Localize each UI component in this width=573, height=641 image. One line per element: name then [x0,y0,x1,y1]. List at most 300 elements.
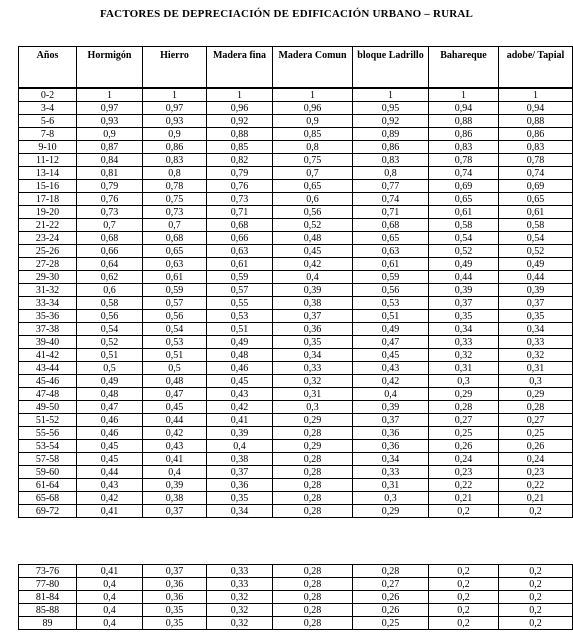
cell-factor: 0,34 [499,323,573,336]
document-title: FACTORES DE DEPRECIACIÓN DE EDIFICACIÓN URBANO – RURAL [99,8,474,20]
cell-factor: 0,31 [499,362,573,375]
cell-factor: 0,4 [207,440,273,453]
cell-factor: 0,66 [207,232,273,245]
cell-factor: 1 [77,88,143,102]
cell-years: 51-52 [19,414,77,427]
cell-factor: 0,28 [273,492,353,505]
cell-factor: 0,27 [353,578,429,591]
table-row [19,440,573,453]
cell-factor: 0,77 [353,180,429,193]
cell-years: 81-84 [19,591,77,604]
cell-factor: 0,83 [429,141,499,154]
table-row [19,505,573,518]
cell-years: 49-50 [19,401,77,414]
cell-factor: 0,58 [499,219,573,232]
cell-factor: 0,97 [143,102,207,115]
cell-factor: 0,32 [429,349,499,362]
cell-factor: 0,33 [499,336,573,349]
cell-factor: 0,73 [143,206,207,219]
cell-years: 27-28 [19,258,77,271]
cell-factor: 0,86 [429,128,499,141]
cell-years: 9-10 [19,141,77,154]
cell-factor: 0,28 [273,617,353,630]
table-row [19,245,573,258]
cell-factor: 0,3 [499,375,573,388]
table-row [19,375,573,388]
table-row [19,492,573,505]
cell-factor: 0,88 [499,115,573,128]
cell-factor: 0,6 [273,193,353,206]
cell-factor: 0,85 [207,141,273,154]
cell-factor: 0,59 [353,271,429,284]
cell-factor: 0,34 [429,323,499,336]
cell-factor: 0,42 [353,375,429,388]
cell-factor: 0,33 [429,336,499,349]
cell-factor: 0,51 [207,323,273,336]
cell-factor: 0,61 [353,258,429,271]
cell-factor: 0,56 [273,206,353,219]
cell-years: 37-38 [19,323,77,336]
cell-factor: 0,2 [499,617,573,630]
cell-factor: 0,95 [353,102,429,115]
cell-factor: 0,28 [429,401,499,414]
table-row [19,206,573,219]
cell-years: 43-44 [19,362,77,375]
cell-factor: 0,37 [429,297,499,310]
cell-factor: 0,28 [273,505,353,518]
cell-factor: 0,96 [207,102,273,115]
cell-factor: 0,36 [353,427,429,440]
cell-factor: 0,36 [143,591,207,604]
table-row [19,604,573,617]
cell-factor: 0,47 [353,336,429,349]
cell-factor: 0,42 [273,258,353,271]
cell-years: 35-36 [19,310,77,323]
cell-factor: 0,42 [77,492,143,505]
cell-factor: 0,48 [77,388,143,401]
cell-factor: 0,28 [353,565,429,578]
cell-factor: 0,61 [499,206,573,219]
cell-factor: 0,79 [207,167,273,180]
cell-years: 53-54 [19,440,77,453]
header-madera-fina: Madera fina [207,47,273,89]
cell-factor: 0,53 [143,336,207,349]
cell-factor: 0,2 [429,578,499,591]
cell-factor: 0,89 [353,128,429,141]
cell-factor: 0,52 [77,336,143,349]
cell-factor: 1 [273,88,353,102]
cell-factor: 0,24 [429,453,499,466]
cell-factor: 0,66 [77,245,143,258]
cell-years: 11-12 [19,154,77,167]
cell-factor: 0,2 [429,604,499,617]
depreciation-table-continued [18,564,573,630]
cell-years: 47-48 [19,388,77,401]
cell-factor: 0,54 [499,232,573,245]
cell-years: 59-60 [19,466,77,479]
cell-factor: 0,36 [353,440,429,453]
cell-factor: 0,92 [207,115,273,128]
cell-factor: 0,9 [77,128,143,141]
cell-factor: 0,38 [207,453,273,466]
cell-factor: 0,59 [143,284,207,297]
cell-factor: 0,93 [77,115,143,128]
cell-factor: 0,46 [207,362,273,375]
cell-factor: 0,8 [143,167,207,180]
header-bahareque: Bahareque [429,47,499,89]
cell-factor: 0,92 [353,115,429,128]
cell-factor: 0,71 [353,206,429,219]
table-row [19,284,573,297]
cell-factor: 0,27 [499,414,573,427]
cell-factor: 0,54 [143,323,207,336]
cell-factor: 0,48 [207,349,273,362]
cell-factor: 0,63 [353,245,429,258]
cell-factor: 0,28 [273,591,353,604]
table-row [19,141,573,154]
cell-factor: 0,28 [273,479,353,492]
cell-factor: 0,36 [143,578,207,591]
depreciation-table [18,46,573,518]
cell-factor: 0,41 [143,453,207,466]
cell-factor: 0,64 [77,258,143,271]
table-row [19,414,573,427]
cell-factor: 0,34 [273,349,353,362]
cell-factor: 0,23 [499,466,573,479]
cell-factor: 0,29 [353,505,429,518]
cell-factor: 0,4 [353,388,429,401]
cell-factor: 0,22 [429,479,499,492]
table-row [19,258,573,271]
cell-factor: 0,4 [77,617,143,630]
cell-factor: 0,65 [353,232,429,245]
cell-factor: 0,32 [207,591,273,604]
cell-factor: 0,2 [499,578,573,591]
cell-years: 45-46 [19,375,77,388]
header-hormigon: Hormigón [77,47,143,89]
cell-factor: 1 [143,88,207,102]
cell-factor: 0,68 [77,232,143,245]
cell-factor: 0,65 [499,193,573,206]
cell-factor: 0,86 [499,128,573,141]
cell-factor: 0,34 [353,453,429,466]
cell-factor: 0,49 [429,258,499,271]
header-row [19,47,573,89]
cell-factor: 0,53 [353,297,429,310]
cell-factor: 0,74 [353,193,429,206]
cell-factor: 0,29 [273,440,353,453]
cell-factor: 0,68 [207,219,273,232]
cell-factor: 0,62 [77,271,143,284]
cell-factor: 0,37 [353,414,429,427]
cell-years: 3-4 [19,102,77,115]
table-row [19,193,573,206]
cell-factor: 0,82 [207,154,273,167]
cell-factor: 1 [499,88,573,102]
cell-years: 61-64 [19,479,77,492]
cell-factor: 0,51 [353,310,429,323]
cell-factor: 0,36 [273,323,353,336]
header-hierro: Hierro [143,47,207,89]
cell-factor: 0,35 [273,336,353,349]
cell-factor: 0,45 [77,453,143,466]
cell-factor: 0,8 [353,167,429,180]
cell-factor: 0,32 [273,375,353,388]
cell-factor: 0,2 [429,617,499,630]
cell-factor: 0,46 [77,427,143,440]
cell-factor: 0,36 [207,479,273,492]
cell-factor: 0,86 [353,141,429,154]
cell-factor: 0,93 [143,115,207,128]
cell-factor: 0,28 [273,427,353,440]
cell-factor: 0,78 [143,180,207,193]
cell-factor: 0,39 [207,427,273,440]
table-row [19,401,573,414]
cell-factor: 0,52 [499,245,573,258]
table-row [19,453,573,466]
cell-factor: 0,68 [353,219,429,232]
cell-factor: 0,78 [499,154,573,167]
cell-factor: 0,33 [353,466,429,479]
table-row [19,617,573,630]
cell-factor: 0,56 [143,310,207,323]
table-row [19,336,573,349]
cell-factor: 0,84 [77,154,143,167]
cell-years: 21-22 [19,219,77,232]
cell-years: 85-88 [19,604,77,617]
cell-years: 57-58 [19,453,77,466]
cell-years: 65-68 [19,492,77,505]
table-row [19,115,573,128]
table-row [19,180,573,193]
cell-factor: 0,23 [429,466,499,479]
cell-factor: 0,54 [77,323,143,336]
cell-factor: 0,56 [77,310,143,323]
header-adobe-tapial: adobe/ Tapial [499,47,573,89]
cell-factor: 0,28 [273,578,353,591]
cell-factor: 0,39 [273,284,353,297]
cell-factor: 0,49 [77,375,143,388]
cell-factor: 0,25 [499,427,573,440]
cell-factor: 0,55 [207,297,273,310]
cell-factor: 0,69 [499,180,573,193]
cell-factor: 0,63 [207,245,273,258]
cell-factor: 0,85 [273,128,353,141]
table-row [19,219,573,232]
cell-factor: 0,37 [207,466,273,479]
cell-factor: 0,83 [499,141,573,154]
cell-factor: 0,75 [273,154,353,167]
cell-years: 0-2 [19,88,77,102]
cell-years: 69-72 [19,505,77,518]
cell-factor: 0,44 [143,414,207,427]
cell-factor: 0,49 [499,258,573,271]
cell-years: 7-8 [19,128,77,141]
cell-factor: 0,74 [499,167,573,180]
cell-factor: 0,45 [77,440,143,453]
cell-factor: 0,52 [273,219,353,232]
cell-factor: 0,25 [353,617,429,630]
cell-years: 17-18 [19,193,77,206]
table-row [19,323,573,336]
cell-factor: 0,33 [273,362,353,375]
cell-factor: 0,6 [77,284,143,297]
cell-factor: 0,42 [143,427,207,440]
cell-factor: 0,75 [143,193,207,206]
cell-factor: 0,65 [143,245,207,258]
cell-factor: 0,88 [429,115,499,128]
cell-factor: 0,59 [207,271,273,284]
cell-factor: 1 [353,88,429,102]
cell-factor: 0,54 [429,232,499,245]
cell-factor: 0,5 [77,362,143,375]
cell-factor: 0,87 [77,141,143,154]
cell-factor: 0,78 [429,154,499,167]
cell-factor: 0,65 [429,193,499,206]
table-row [19,232,573,245]
cell-factor: 0,28 [273,604,353,617]
cell-factor: 0,94 [499,102,573,115]
cell-factor: 0,49 [207,336,273,349]
cell-factor: 0,37 [273,310,353,323]
cell-years: 55-56 [19,427,77,440]
cell-factor: 0,33 [207,565,273,578]
cell-factor: 0,45 [207,375,273,388]
cell-factor: 0,53 [207,310,273,323]
cell-factor: 0,86 [143,141,207,154]
cell-factor: 0,46 [77,414,143,427]
cell-factor: 0,27 [429,414,499,427]
cell-factor: 0,43 [207,388,273,401]
cell-factor: 0,35 [143,617,207,630]
cell-factor: 0,56 [353,284,429,297]
cell-factor: 0,26 [353,591,429,604]
cell-factor: 0,63 [143,258,207,271]
table-row [19,310,573,323]
cell-factor: 0,58 [77,297,143,310]
cell-factor: 0,45 [143,401,207,414]
cell-factor: 0,31 [273,388,353,401]
cell-factor: 0,41 [77,565,143,578]
cell-factor: 0,81 [77,167,143,180]
cell-factor: 0,51 [143,349,207,362]
cell-factor: 0,73 [77,206,143,219]
cell-years: 5-6 [19,115,77,128]
cell-factor: 0,39 [429,284,499,297]
cell-factor: 0,28 [499,401,573,414]
cell-factor: 1 [207,88,273,102]
table-row [19,297,573,310]
cell-factor: 0,43 [353,362,429,375]
cell-factor: 1 [429,88,499,102]
cell-factor: 0,9 [273,115,353,128]
cell-factor: 0,7 [143,219,207,232]
cell-factor: 0,8 [273,141,353,154]
cell-years: 31-32 [19,284,77,297]
cell-factor: 0,2 [429,505,499,518]
cell-factor: 0,37 [499,297,573,310]
cell-factor: 0,94 [429,102,499,115]
cell-factor: 0,73 [207,193,273,206]
table-row [19,565,573,578]
cell-factor: 0,57 [207,284,273,297]
cell-factor: 0,3 [273,401,353,414]
cell-factor: 0,3 [429,375,499,388]
cell-factor: 0,39 [143,479,207,492]
cell-factor: 0,41 [77,505,143,518]
cell-factor: 0,83 [143,154,207,167]
cell-factor: 0,4 [77,604,143,617]
cell-factor: 0,88 [207,128,273,141]
cell-factor: 0,39 [353,401,429,414]
cell-factor: 0,44 [499,271,573,284]
cell-factor: 0,4 [143,466,207,479]
cell-factor: 0,28 [273,453,353,466]
cell-factor: 0,58 [429,219,499,232]
cell-years: 15-16 [19,180,77,193]
cell-factor: 0,65 [273,180,353,193]
cell-factor: 0,32 [207,617,273,630]
cell-years: 89 [19,617,77,630]
table-row [19,591,573,604]
table-row [19,479,573,492]
cell-factor: 0,3 [353,492,429,505]
table-row [19,271,573,284]
cell-factor: 0,2 [499,604,573,617]
cell-factor: 0,38 [273,297,353,310]
cell-factor: 0,21 [499,492,573,505]
cell-factor: 0,43 [143,440,207,453]
cell-years: 19-20 [19,206,77,219]
cell-years: 39-40 [19,336,77,349]
cell-factor: 0,9 [143,128,207,141]
table-row [19,578,573,591]
cell-factor: 0,51 [77,349,143,362]
cell-factor: 0,52 [429,245,499,258]
cell-years: 13-14 [19,167,77,180]
table-row [19,128,573,141]
cell-factor: 0,35 [429,310,499,323]
cell-factor: 0,31 [429,362,499,375]
header-anos: Años [19,47,77,89]
cell-factor: 0,79 [77,180,143,193]
cell-factor: 0,4 [77,578,143,591]
cell-factor: 0,69 [429,180,499,193]
cell-factor: 0,32 [207,604,273,617]
cell-factor: 0,7 [273,167,353,180]
cell-factor: 0,33 [207,578,273,591]
cell-years: 25-26 [19,245,77,258]
cell-factor: 0,35 [143,604,207,617]
cell-factor: 0,48 [143,375,207,388]
cell-factor: 0,37 [143,505,207,518]
cell-factor: 0,45 [353,349,429,362]
header-madera-comun: Madera Comun [273,47,353,89]
cell-factor: 0,57 [143,297,207,310]
cell-years: 73-76 [19,565,77,578]
cell-years: 41-42 [19,349,77,362]
cell-factor: 0,68 [143,232,207,245]
cell-factor: 0,44 [429,271,499,284]
cell-factor: 0,43 [77,479,143,492]
cell-factor: 0,29 [273,414,353,427]
cell-factor: 0,29 [429,388,499,401]
cell-factor: 0,28 [273,565,353,578]
cell-years: 33-34 [19,297,77,310]
cell-factor: 0,7 [77,219,143,232]
table-row [19,388,573,401]
cell-factor: 0,96 [273,102,353,115]
